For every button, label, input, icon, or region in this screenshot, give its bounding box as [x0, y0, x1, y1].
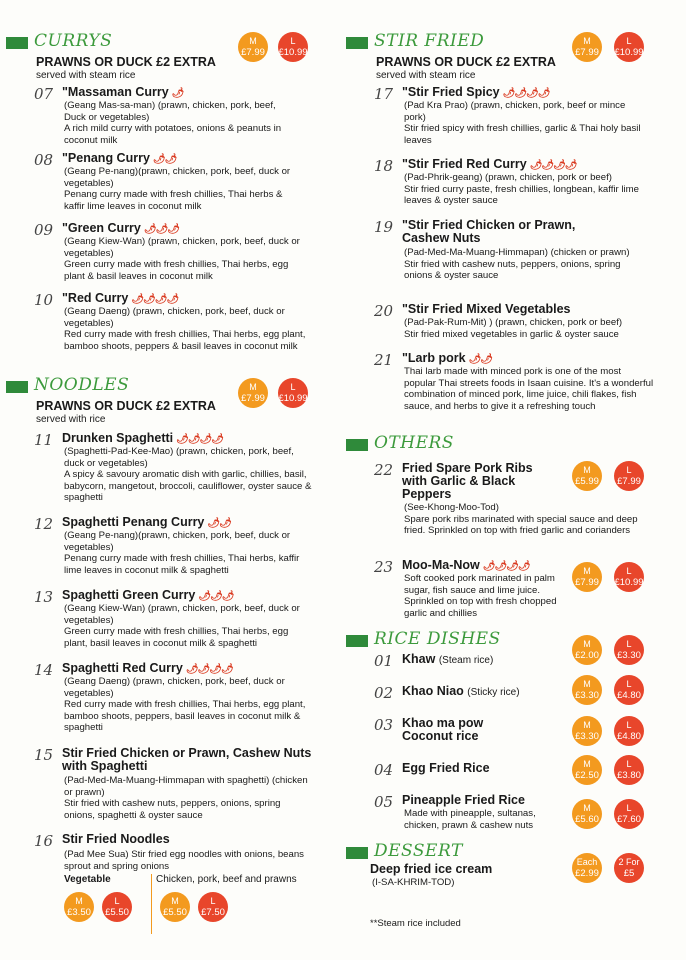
item-name: Stir Fried Chicken or Prawn, Cashew Nuts with Spaghetti [62, 746, 312, 773]
item-number: 12 [34, 515, 54, 533]
section-title: RICE DISHES [374, 629, 501, 649]
item-name: Khao Niao (Sticky rice) [402, 684, 520, 698]
item-name: Spaghetti Red Curry 🌶🌶🌶🌶 [62, 661, 233, 675]
chili-icon: 🌶🌶🌶🌶 [131, 294, 179, 305]
item-description: Stir fried mixed vegetables in garlic & oyster sauce [404, 328, 619, 340]
chili-icon: 🌶🌶 [468, 354, 492, 365]
item-subtitle: (Pad-Med-Ma-Muang-Himmapan with spaghetti) (chicken or prawn) [64, 775, 308, 798]
dessert-subtitle: (I-SA-KHRIM-TOD) [372, 877, 455, 888]
price-badge-m: M £7.99 [238, 378, 268, 408]
price-badge-m: M £2.00 [572, 635, 602, 665]
item-body [64, 446, 314, 504]
item-number: 04 [374, 761, 394, 779]
chili-icon: 🌶🌶🌶 [198, 591, 234, 602]
chili-icon: 🌶🌶🌶🌶 [482, 561, 530, 572]
price-badge-l: L £7.99 [614, 461, 644, 491]
price-badge-m: M £7.99 [572, 562, 602, 592]
section-dessert [340, 840, 686, 888]
section-title: OTHERS [374, 433, 454, 453]
item-description: Stir fried spicy with fresh chillies, garlic & Thai holy basil leaves [404, 123, 641, 146]
item-note: (Sticky rice) [467, 687, 520, 698]
item-name: Pineapple Fried Rice [402, 793, 525, 807]
item-number: 18 [374, 157, 394, 175]
item-subtitle: (Pad Mee Sua) Stir fried egg noodles with onions, beans sprout and spring onions [64, 849, 304, 872]
section-serving: served with rice [36, 414, 106, 425]
item-subtitle: (Spaghetti-Pad-Kee-Mao) (prawn, chicken, pork, beef, duck or vegetables) [64, 446, 294, 469]
section-curries [0, 30, 340, 81]
item-description: Spare pork ribs marinated with special sauce and deep fried. Sprinkled on top with fried garlic and corianders [404, 513, 638, 536]
item-body [64, 676, 314, 734]
section-marker [346, 37, 368, 49]
item-name: "Green Curry 🌶🌶🌶 [62, 221, 179, 235]
item-name: "Penang Curry 🌶🌶 [62, 151, 177, 165]
price-badge-l: L £10.99 [278, 32, 308, 62]
item-description: Made with pineapple, sultanas, chicken, prawn & cashew nuts [404, 808, 536, 831]
section-title: DESSERT [374, 841, 463, 861]
item-subtitle: (Geang Mas-sa-man) (prawn, chicken, pork, beef, Duck or vegetables) [64, 100, 276, 123]
item-body [404, 573, 564, 619]
price-badge-m: M £5.60 [572, 799, 602, 829]
price-badge-l: L £3.30 [614, 635, 644, 665]
section-marker [346, 847, 368, 859]
item-number: 01 [374, 652, 394, 670]
chili-icon: 🌶🌶🌶🌶 [529, 160, 577, 171]
item-name: Spaghetti Green Curry 🌶🌶🌶 [62, 588, 234, 602]
price-badge-m: M £5.99 [572, 461, 602, 491]
item-number: 09 [34, 221, 54, 239]
item-name: "Stir Fried Chicken or Prawn, Cashew Nuts [402, 218, 576, 245]
item-body [64, 306, 309, 352]
item-name: Moo-Ma-Now 🌶🌶🌶🌶 [402, 558, 530, 572]
item-number: 03 [374, 716, 394, 734]
item-number: 15 [34, 746, 54, 764]
item-subtitle: (Geang Daeng) (prawn, chicken, pork, beef, duck or vegetables) [64, 676, 285, 699]
item-description: Thai larb made with minced pork is one of the most popular Thai streets foods in Isaan cuisine. It's a wonderful combination of minced pork, lime juice, chili flakes, fish sauce, and herbs to give it a refreshing touch [404, 366, 654, 412]
price-badge-m: M £7.99 [572, 32, 602, 62]
item-subtitle: (Geang Pe-nang)(prawn, chicken, pork, beef, duck or vegetables) [64, 530, 291, 553]
item-name: Khao ma pow Coconut rice [402, 716, 484, 743]
item-description: Stir fried curry paste, fresh chillies, longbean, kaffir lime leaves & oyster sauce [404, 183, 639, 206]
item-number: 23 [374, 558, 394, 576]
chili-icon: 🌶 [171, 88, 184, 99]
item-name: "Larb pork 🌶🌶 [402, 351, 492, 365]
chili-icon: 🌶🌶🌶🌶 [176, 434, 223, 445]
item-body [64, 530, 314, 576]
price-badge-m: M £5.50 [160, 892, 190, 922]
item-name: Spaghetti Penang Curry 🌶🌶 [62, 515, 231, 529]
section-others [340, 432, 686, 458]
item-body [64, 775, 314, 821]
item-subtitle: (Pad-Pak-Rum-Mit) ) (prawn, chicken, pork or beef) [404, 317, 623, 328]
item-number: 07 [34, 85, 54, 103]
item-name: "Red Curry 🌶🌶🌶🌶 [62, 291, 179, 305]
price-badge-l: L £4.80 [614, 716, 644, 746]
section-marker [346, 635, 368, 647]
section-serving: served with steam rice [376, 70, 476, 81]
price-badge-l: L £10.99 [614, 562, 644, 592]
chili-icon: 🌶🌶🌶🌶 [502, 88, 550, 99]
item-body [404, 172, 654, 207]
price-badge-m: M £3.30 [572, 716, 602, 746]
section-header [340, 432, 686, 458]
item-subtitle: (Pad Kra Prao) (prawn, chicken, pork, beef or mince pork) [404, 100, 626, 123]
item-description: Soft cooked pork marinated in palm sugar, fish sauce and lime juice. Sprinkled on top with fresh chopped garlic and chillies [404, 573, 557, 619]
item-number: 02 [374, 684, 394, 702]
price-badge-each: Each £2.99 [572, 853, 602, 883]
price-badge-l: L £4.80 [614, 675, 644, 705]
item-description: Penang curry made with fresh chillies, Thai herbs & kaffir lime leaves in coconut milk [64, 189, 283, 212]
dessert-name: Deep fried ice cream [370, 862, 493, 876]
section-stir-fried [340, 30, 686, 81]
price-badge-l: L £3.80 [614, 755, 644, 785]
section-note: PRAWNS OR DUCK £2 EXTRA [36, 399, 216, 413]
item-name: "Stir Fried Mixed Vegetables [402, 302, 571, 316]
item-name: "Massaman Curry 🌶 [62, 85, 184, 99]
section-noodles [0, 374, 340, 425]
item-description: Stir fried with cashew nuts, peppers, onions, spring onions, spaghetti & oyster sauce [64, 798, 281, 821]
item-subtitle: (Geang Daeng) (prawn, chicken, pork, beef, duck or vegetables) [64, 306, 285, 329]
item-description: Green curry made with fresh chillies, Thai herbs, egg plant, basil leaves in coconut milk & spaghetti [64, 626, 289, 649]
item-body [64, 849, 314, 872]
item-name: "Stir Fried Spicy 🌶🌶🌶🌶 [402, 85, 550, 99]
section-title: NOODLES [34, 375, 130, 395]
item-body [64, 236, 304, 282]
item-number: 10 [34, 291, 54, 309]
item-number: 13 [34, 588, 54, 606]
variant-divider [151, 874, 152, 934]
section-marker [6, 381, 28, 393]
item-description: Red curry made with fresh chillies, Thai herbs, egg plant, bamboo shoots, peppers, basil leaves in coconut milk & spaghetti [64, 699, 306, 733]
item-body [404, 366, 654, 412]
item-description: Penang curry made with fresh chillies, Thai herbs, kaffir lime leaves in coconut milk & spaghetti [64, 553, 300, 576]
footnote: **Steam rice included [370, 918, 461, 929]
item-body [404, 317, 654, 340]
item-subtitle: (Geang Kiew-Wan) (prawn, chicken, pork, beef, duck or vegetables) [64, 603, 300, 626]
price-badge-m: M £3.30 [572, 675, 602, 705]
price-badge-l: L £7.60 [614, 799, 644, 829]
item-number: 11 [34, 431, 54, 449]
item-name: Khaw (Steam rice) [402, 652, 494, 666]
section-note: PRAWNS OR DUCK £2 EXTRA [376, 55, 556, 69]
item-subtitle: (Pad-Phrik-geang) (prawn, chicken, pork or beef) [404, 172, 612, 183]
item-body [64, 100, 284, 146]
variant-label-veg: Vegetable [64, 874, 111, 885]
item-body [404, 808, 564, 831]
section-marker [346, 439, 368, 451]
section-title: STIR FRIED [374, 31, 485, 51]
item-description: Green curry made with fresh chillies, Thai herbs, egg plant & basil leaves in coconut milk [64, 259, 289, 282]
section-serving: served with steam rice [36, 70, 136, 81]
item-number: 20 [374, 302, 394, 320]
item-body [404, 502, 644, 537]
price-badge-l: L £7.50 [198, 892, 228, 922]
chili-icon: 🌶🌶🌶 [143, 224, 179, 235]
item-description: Stir fried with cashew nuts, peppers, onions, spring onions & oyster sauce [404, 258, 621, 281]
item-note: (Steam rice) [438, 655, 494, 666]
item-number: 14 [34, 661, 54, 679]
item-body [404, 100, 644, 146]
item-number: 22 [374, 461, 394, 479]
item-body [404, 247, 644, 282]
item-description: A rich mild curry with potatoes, onions & peanuts in coconut milk [64, 123, 282, 146]
item-subtitle: (See-Khong-Moo-Tod) [404, 502, 499, 513]
item-number: 19 [374, 218, 394, 236]
section-marker [6, 37, 28, 49]
chili-icon: 🌶🌶🌶🌶 [185, 664, 233, 675]
item-description: A spicy & savoury aromatic dish with garlic, chillies, basil, babycorn, mangetout, broccoli, cauliflower, oyster sauce & spaghetti [64, 469, 312, 503]
section-title: CURRYS [34, 31, 113, 51]
chili-icon: 🌶🌶 [152, 154, 177, 165]
item-body [64, 166, 304, 212]
price-badge-m: M £3.50 [64, 892, 94, 922]
price-badge-m: M £2.50 [572, 755, 602, 785]
price-badge-l: L £10.99 [278, 378, 308, 408]
item-body [64, 603, 314, 649]
item-number: 08 [34, 151, 54, 169]
price-badge-two: 2 For £5 [614, 853, 644, 883]
item-name: Stir Fried Noodles [62, 832, 170, 846]
item-name: Egg Fried Rice [402, 761, 490, 775]
item-name: Fried Spare Pork Ribs with Garlic & Black Peppers [402, 461, 533, 501]
item-name: Drunken Spaghetti 🌶🌶🌶🌶 [62, 431, 223, 445]
price-badge-l: L £10.99 [614, 32, 644, 62]
item-name: "Stir Fried Red Curry 🌶🌶🌶🌶 [402, 157, 577, 171]
item-subtitle: (Geang Pe-nang)(prawn, chicken, pork, beef, duck or vegetables) [64, 166, 291, 189]
variant-label-meat: Chicken, pork, beef and prawns [156, 874, 297, 885]
item-number: 21 [374, 351, 394, 369]
price-badge-l: L £5.50 [102, 892, 132, 922]
section-note: PRAWNS OR DUCK £2 EXTRA [36, 55, 216, 69]
item-subtitle: (Pad-Med-Ma-Muang-Himmapan) (chicken or prawn) [404, 247, 630, 258]
item-number: 05 [374, 793, 394, 811]
item-subtitle: (Geang Kiew-Wan) (prawn, chicken, pork, beef, duck or vegetables) [64, 236, 300, 259]
item-description: Red curry made with fresh chillies, Thai herbs, egg plant, bamboo shoots, peppers & basil leaves in coconut milk [64, 329, 306, 352]
item-number: 16 [34, 832, 54, 850]
item-number: 17 [374, 85, 394, 103]
chili-icon: 🌶🌶 [207, 518, 231, 529]
price-badge-m: M £7.99 [238, 32, 268, 62]
